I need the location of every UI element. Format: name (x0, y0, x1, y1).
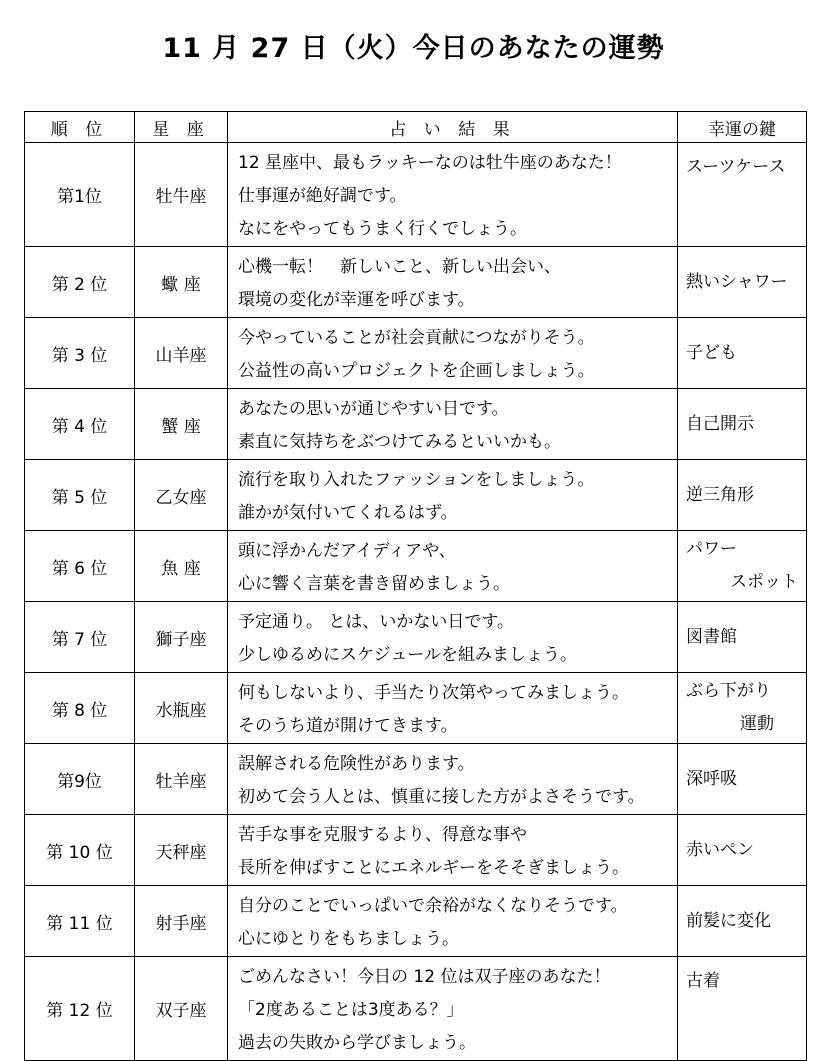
rank-cell: 第 7 位 (25, 602, 135, 673)
table-row (25, 247, 807, 318)
key-cell (678, 531, 807, 602)
result-line: なにをやってもうまく行くでしょう。 (238, 219, 527, 239)
result-line: 流行を取り入れたファッションをしましょう。 (238, 470, 595, 490)
rank-cell: 第 8 位 (25, 673, 135, 744)
result-cell (228, 886, 678, 957)
key-cell (678, 143, 807, 247)
key-cell (678, 815, 807, 886)
result-line: 心に響く言葉を書き留めましょう。 (238, 574, 510, 594)
lucky-key: 運動 (740, 714, 774, 734)
table-row (25, 143, 807, 247)
sign-cell: 乙女座 (135, 460, 228, 531)
table-row (25, 531, 807, 602)
result-line: 環境の変化が幸運を呼びます。 (238, 290, 475, 310)
sign-cell: 牡羊座 (135, 744, 228, 815)
sign-cell: 牡牛座 (135, 143, 228, 247)
result-cell (228, 531, 678, 602)
table-row (25, 389, 807, 460)
key-cell (678, 602, 807, 673)
key-cell (678, 318, 807, 389)
header-result: 占 い 結 果 (228, 112, 678, 143)
result-cell (228, 460, 678, 531)
result-line: 公益性の高いプロジェクトを企画しましょう。 (238, 361, 595, 381)
sign-cell: 双子座 (135, 957, 228, 1061)
rank-cell: 第 10 位 (25, 815, 135, 886)
lucky-key: 古着 (686, 971, 720, 991)
result-line: 「2度あることは3度ある？」 (238, 1000, 464, 1020)
key-cell (678, 673, 807, 744)
sign-cell: 獅子座 (135, 602, 228, 673)
table-header-row (25, 112, 807, 143)
table-row (25, 602, 807, 673)
result-cell (228, 389, 678, 460)
result-line: 心にゆとりをもちましょう。 (238, 929, 459, 949)
table-row (25, 957, 807, 1061)
lucky-key: 赤いペン (686, 839, 754, 860)
key-cell (678, 389, 807, 460)
lucky-key: 前髪に変化 (686, 910, 771, 931)
rank-cell: 第 6 位 (25, 531, 135, 602)
lucky-key: 熱いシャワー (686, 271, 788, 292)
sign-cell: 蟹 座 (135, 389, 228, 460)
key-cell (678, 247, 807, 318)
table-row (25, 673, 807, 744)
result-line: そのうち道が開けてきます。 (238, 716, 458, 736)
rank-cell: 第 11 位 (25, 886, 135, 957)
result-line: 少しゆるめにスケジュールを組みましょう。 (238, 645, 577, 665)
result-cell (228, 673, 678, 744)
sign-cell: 魚 座 (135, 531, 228, 602)
result-line: ごめんなさい！今日の 12 位は双子座のあなた！ (238, 967, 611, 987)
rank-cell: 第 5 位 (25, 460, 135, 531)
key-cell (678, 886, 807, 957)
header-rank: 順 位 (25, 112, 135, 143)
rank-cell: 第1位 (25, 143, 135, 247)
header-key: 幸運の鍵 (678, 112, 807, 143)
lucky-key: 自己開示 (686, 413, 754, 434)
lucky-key: ぶら下がり (686, 681, 771, 701)
table-row (25, 744, 807, 815)
result-line: 素直に気持ちをぶつけてみるといいかも。 (238, 432, 561, 452)
result-cell (228, 143, 678, 247)
result-line: 誰かが気付いてくれるはず。 (238, 503, 458, 523)
page-title: 11 月 27 日（火）今日のあなたの運勢 (162, 33, 665, 64)
table-row (25, 886, 807, 957)
rank-cell: 第 3 位 (25, 318, 135, 389)
table-row (25, 318, 807, 389)
lucky-key: 子ども (686, 342, 737, 363)
key-cell (678, 957, 807, 1061)
rank-cell: 第 2 位 (25, 247, 135, 318)
sign-cell: 射手座 (135, 886, 228, 957)
result-cell (228, 957, 678, 1061)
sign-cell: 蠍 座 (135, 247, 228, 318)
header-sign: 星 座 (135, 112, 228, 143)
result-line: 過去の失敗から学びましょう。 (238, 1033, 476, 1053)
result-line: 12 星座中、最もラッキーなのは牡牛座のあなた！ (238, 153, 622, 173)
lucky-key: スーツケース (686, 157, 786, 177)
rank-cell: 第 4 位 (25, 389, 135, 460)
lucky-key: 図書館 (686, 626, 737, 647)
table-row (25, 460, 807, 531)
sign-cell: 天秤座 (135, 815, 228, 886)
result-line: 初めて会う人とは、慎重に接した方がよさそうです。 (238, 787, 645, 807)
lucky-key: スポット (730, 572, 798, 592)
key-cell (678, 744, 807, 815)
result-cell (228, 247, 678, 318)
result-line: 誤解される危険性があります。 (238, 754, 475, 774)
result-line: 今やっていることが社会貢献につながりそう。 (238, 328, 595, 348)
result-line: 自分のことでいっぱいで余裕がなくなりそうです。 (238, 896, 628, 916)
result-line: 予定通り。 とは、いかない日です。 (238, 612, 515, 632)
table-row (25, 815, 807, 886)
result-cell (228, 318, 678, 389)
key-cell (678, 460, 807, 531)
result-cell (228, 602, 678, 673)
result-line: 仕事運が絶好調です。 (238, 186, 407, 206)
result-line: 何もしないより、手当たり次第やってみましょう。 (238, 683, 629, 703)
lucky-key: 逆三角形 (686, 484, 754, 505)
lucky-key: パワー (686, 539, 737, 559)
result-line: あなたの思いが通じやすい日です。 (238, 399, 509, 419)
rank-cell: 第 12 位 (25, 957, 135, 1061)
result-line: 心機一転！ 新しいこと、新しい出会い、 (238, 257, 561, 277)
result-line: 苦手な事を克服するより、得意な事や (238, 825, 527, 845)
sign-cell: 山羊座 (135, 318, 228, 389)
rank-cell: 第9位 (25, 744, 135, 815)
lucky-key: 深呼吸 (686, 768, 737, 789)
horoscope-table (24, 111, 807, 1061)
sign-cell: 水瓶座 (135, 673, 228, 744)
result-line: 頭に浮かんだアイディアや、 (238, 541, 456, 561)
result-cell (228, 744, 678, 815)
result-line: 長所を伸ばすことにエネルギーをそそぎましょう。 (238, 858, 629, 878)
result-cell (228, 815, 678, 886)
